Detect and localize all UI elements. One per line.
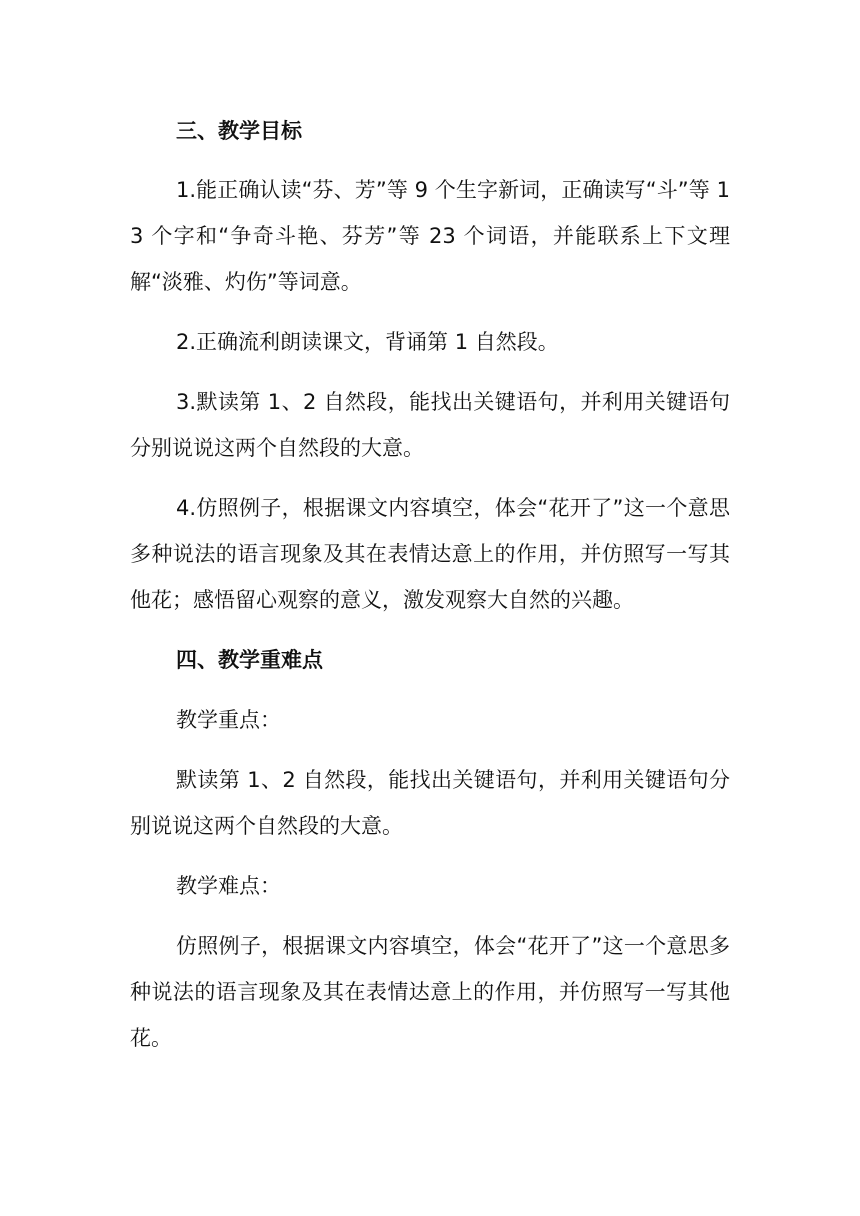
difficult-points-label: 教学难点： — [176, 874, 281, 898]
difficult-points-text: 仿照例子，根据课文内容填空，体会“花开了”这一个意思多种说法的语言现象及其在表情达意上的作用，并仿照写一写其他花。 — [130, 934, 730, 1050]
goal-item-1: 1.能正确认读“芬、芳”等 9 个生字新词，正确读写“斗”等 13 个字和“争奇斗艳、芬芳”等 23 个词语，并能联系上下文理解“淡雅、灼伤”等词意。 — [130, 178, 730, 294]
goal-item-3: 3.默读第 1、2 自然段，能找出关键语句，并利用关键语句分别说说这两个自然段的大意。 — [130, 390, 730, 460]
goal-item-2: 2.正确流利朗读课文，背诵第 1 自然段。 — [176, 330, 559, 354]
section-heading-teaching-goals: 三、教学目标 — [176, 119, 302, 143]
key-points-label: 教学重点： — [176, 708, 281, 732]
document-page — [130, 108, 730, 1061]
key-points-text: 默读第 1、2 自然段，能找出关键语句，并利用关键语句分别说说这两个自然段的大意。 — [130, 768, 730, 838]
section-heading-key-difficult-points: 四、教学重难点 — [176, 648, 323, 672]
goal-item-4: 4.仿照例子，根据课文内容填空，体会“花开了”这一个意思多种说法的语言现象及其在表情达意上的作用，并仿照写一写其他花；感悟留心观察的意义，激发观察大自然的兴趣。 — [130, 496, 730, 612]
